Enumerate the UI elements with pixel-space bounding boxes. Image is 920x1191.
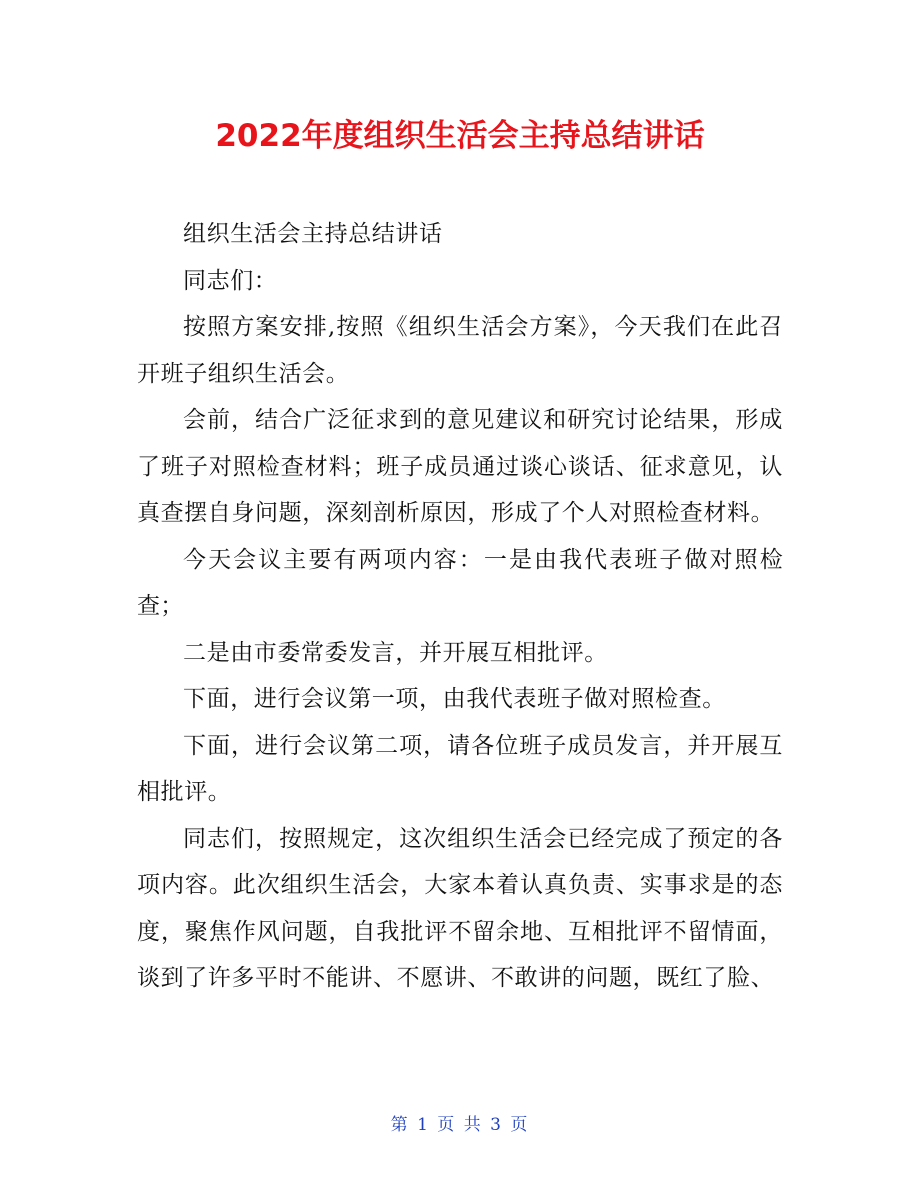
paragraph: 会前，结合广泛征求到的意见建议和研究讨论结果，形成了班子对照检查材料；班子成员通过谈心谈话、征求意见，认真查摆自身问题，深刻剖析原因，形成了个人对照检查材料。 [137, 407, 783, 526]
paragraph: 按照方案安排,按照《组织生活会方案》，今天我们在此召开班子组织生活会。 [137, 314, 783, 387]
document-body [137, 211, 783, 1002]
document-title: 2022年度组织生活会主持总结讲话 [215, 118, 705, 154]
paragraph-subtitle: 组织生活会主持总结讲话 [183, 221, 443, 247]
paragraph: 下面，进行会议第二项，请各位班子成员发言，并开展互相批评。 [137, 732, 783, 805]
paragraph: 二是由市委常委发言，并开展互相批评。 [183, 639, 608, 666]
paragraph-salutation: 同志们： [183, 267, 278, 294]
paragraph: 今天会议主要有两项内容：一是由我代表班子做对照检查； [137, 546, 783, 619]
page-footer: 第 1 页 共 3 页 [390, 1115, 530, 1135]
paragraph: 同志们，按照规定，这次组织生活会已经完成了预定的各项内容。此次组织生活会，大家本着认真负责、实事求是的态度，聚焦作风问题，自我批评不留余地、互相批评不留情面，谈到了许多平时不能讲、不愿讲、不敢讲的问题，既红了脸、 [137, 825, 783, 991]
paragraph: 下面，进行会议第一项，由我代表班子做对照检查。 [183, 686, 726, 712]
